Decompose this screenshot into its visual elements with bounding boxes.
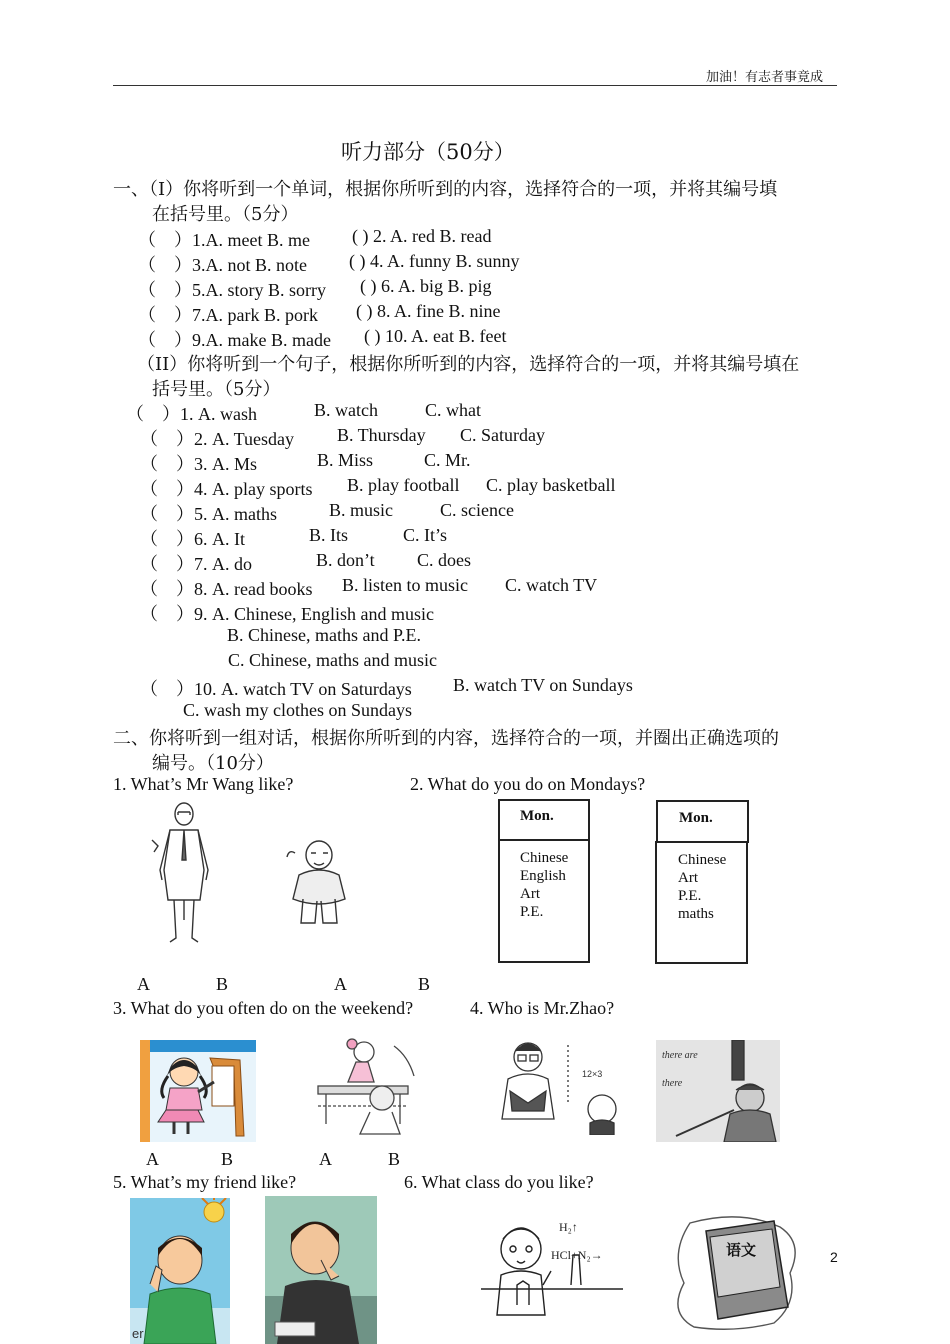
label-a: A: [146, 1149, 159, 1169]
s1b-item9-b: B. Chinese, maths and P.E.: [227, 625, 421, 645]
s2-q3: 3. What do you often do on the weekend?: [113, 998, 414, 1018]
header-motto: 加油！有志者事竟成: [706, 70, 824, 85]
timetable-a-head: [498, 799, 590, 841]
s2-q2: 2. What do you do on Mondays?: [410, 774, 646, 794]
section1b-instruction-2: 括号里。（5分）: [152, 379, 281, 400]
header-rule: [113, 85, 837, 86]
s2-q6: 6. What class do you like?: [404, 1172, 594, 1192]
chinese-book-image: [670, 1203, 802, 1330]
s1b-item1-b: B. watch: [314, 400, 378, 420]
s1b-item3-a: （ ）3. A. Ms: [140, 454, 258, 474]
boy-science-image: [481, 1215, 623, 1330]
s1-row4-right: ( ) 8. A. fine B. nine: [356, 301, 501, 321]
timetable-a-body: [498, 839, 590, 963]
s1-row2-left: （ ）3.A. not B. note: [138, 255, 307, 275]
s1b-item4-b: B. play football: [347, 475, 460, 495]
label-a: A: [319, 1149, 332, 1169]
section1-instruction-2: 在括号里。（5分）: [152, 204, 299, 225]
girl-table-tennis-image: [314, 1032, 418, 1144]
s1b-item6-b: B. Its: [309, 525, 349, 545]
s1b-item2-c: C. Saturday: [460, 425, 545, 445]
s1-row1-left: （ ）1.A. meet B. me: [138, 230, 310, 250]
s1b-item2-a: （ ）2. A. Tuesday: [140, 429, 295, 449]
timetable-b-head: [656, 800, 749, 843]
formula-hcl: HCl+N₂→: [551, 1248, 603, 1262]
timetable-b-head-label: Mon.: [679, 810, 713, 826]
book-title: 语文: [726, 1241, 757, 1259]
s1-row3-right: ( ) 6. A. big B. pig: [360, 276, 492, 296]
timetable-b-subject: Chinese: [678, 852, 727, 868]
girl-painting-image: [140, 1040, 256, 1142]
label-b: B: [418, 974, 431, 994]
s2-q1: 1. What’s Mr Wang like?: [113, 774, 294, 794]
s1b-item4-c: C. play basketball: [486, 475, 616, 495]
s1b-item7-c: C. does: [417, 550, 471, 570]
s1b-item4-a: （ ）4. A. play sports: [140, 479, 313, 499]
formula-h2: H₂↑: [559, 1220, 578, 1234]
s1-row1-right: ( ) 2. A. red B. read: [352, 226, 492, 246]
s1b-item6-c: C. It’s: [403, 525, 448, 545]
timetable-a-subject: English: [520, 868, 566, 884]
s1b-item9-c: C. Chinese, maths and music: [228, 650, 437, 670]
s1b-item10-a: （ ）10. A. watch TV on Saturdays: [140, 679, 412, 699]
section1-instruction-1: 一、（I）你将听到一个单词，根据你所听到的内容，选择符合的一项，并将其编号填: [113, 179, 778, 200]
s1-row3-left: （ ）5.A. story B. sorry: [138, 280, 326, 300]
timetable-a-subject: Chinese: [520, 850, 569, 866]
timetable-b-subject: P.E.: [678, 888, 702, 904]
s1-row2-right: ( ) 4. A. funny B. sunny: [349, 251, 520, 271]
teacher-reading-image: [498, 1035, 623, 1135]
poster-text: er: [132, 1326, 144, 1341]
section2-instruction-2: 编号。（10分）: [152, 753, 274, 774]
page-title: 听力部分（50分）: [341, 140, 515, 164]
s1b-item3-b: B. Miss: [317, 450, 374, 470]
s1b-item5-c: C. science: [440, 500, 514, 520]
s1-row5-left: （ ）9.A. make B. made: [138, 330, 331, 350]
s1b-item7-a: （ ）7. A. do: [140, 554, 252, 574]
timetable-b-body: [655, 841, 748, 964]
s1-row5-right: ( ) 10. A. eat B. feet: [364, 326, 507, 346]
label-b: B: [216, 974, 229, 994]
label-b: B: [221, 1149, 234, 1169]
s1b-item10-b: B. watch TV on Sundays: [453, 675, 633, 695]
s1b-item1-c: C. what: [425, 400, 481, 420]
board-text-there-are: there are: [662, 1050, 698, 1061]
s1b-item9-a: （ ）9. A. Chinese, English and music: [140, 604, 434, 624]
s1b-item3-c: C. Mr.: [424, 450, 471, 470]
s1b-item2-b: B. Thursday: [337, 425, 426, 445]
section2-instruction-1: 二、你将听到一组对话，根据你所听到的内容，选择符合的一项，并圈出正确选项的: [113, 728, 779, 749]
page-number: 2: [830, 1249, 838, 1265]
board-text-there: there: [662, 1078, 683, 1089]
section1b-instruction-1: （II）你将听到一个句子，根据你所听到的内容，选择符合的一项，并将其编号填在: [137, 354, 800, 375]
timetable-b-subject: maths: [678, 906, 714, 922]
s1b-item10-c: C. wash my clothes on Sundays: [183, 700, 412, 720]
s1b-item1-a: （ ）1. A. wash: [126, 404, 257, 424]
teacher-at-board-image: [656, 1040, 780, 1142]
short-fat-man-image: [283, 835, 355, 927]
s1b-item6-a: （ ）6. A. It: [140, 529, 245, 549]
boy-idea-image: [130, 1198, 230, 1344]
boy-thinking-image: [265, 1196, 377, 1344]
label-a: A: [334, 974, 347, 994]
s1b-item5-a: （ ）5. A. maths: [140, 504, 277, 524]
s2-q5: 5. What’s my friend like?: [113, 1172, 297, 1192]
s1b-item8-b: B. listen to music: [342, 575, 468, 595]
timetable-a-subject: Art: [520, 886, 540, 902]
label-a: A: [137, 974, 150, 994]
s1b-item8-a: （ ）8. A. read books: [140, 579, 313, 599]
s1b-item7-b: B. don’t: [316, 550, 375, 570]
s1b-item8-c: C. watch TV: [505, 575, 598, 595]
timetable-b-subject: Art: [678, 870, 698, 886]
s2-q4: 4. Who is Mr.Zhao?: [470, 998, 615, 1018]
label-b: B: [388, 1149, 401, 1169]
timetable-a-head-label: Mon.: [520, 808, 554, 824]
s1-row4-left: （ ）7.A. park B. pork: [138, 305, 318, 325]
timetable-a-subject: P.E.: [520, 904, 544, 920]
math-text: 12×3: [582, 1069, 603, 1079]
s1b-item5-b: B. music: [329, 500, 394, 520]
tall-teacher-image: [148, 800, 218, 945]
